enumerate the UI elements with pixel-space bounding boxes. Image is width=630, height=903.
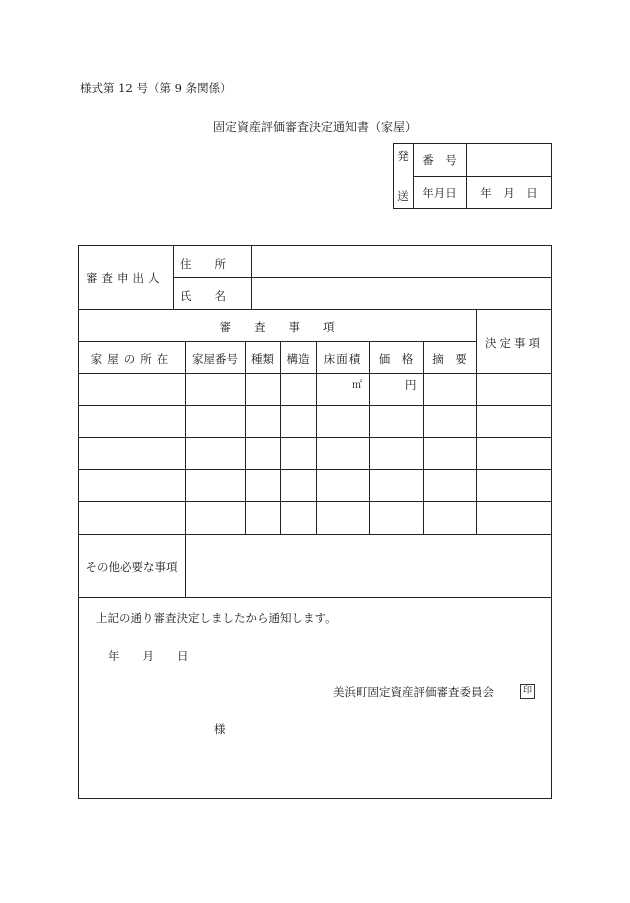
dispatch-char-1: 発: [397, 149, 409, 163]
seal-mark: 印: [520, 684, 535, 699]
col-header-location: 家屋の所在: [90, 352, 174, 366]
table-row[interactable]: [79, 438, 551, 469]
form-number: 様式第 12 号（第 9 条関係）: [80, 81, 232, 95]
other-matters-label: その他必要な事項: [85, 560, 178, 574]
table-row[interactable]: [79, 502, 551, 533]
dispatch-date-value[interactable]: 年 月 日: [480, 186, 538, 200]
dispatch-char-2: 送: [397, 189, 409, 203]
address-label: 住 所: [180, 257, 226, 271]
col-header-house-number: 家屋番号: [192, 352, 238, 366]
dispatch-date-label: 年月日: [422, 186, 457, 200]
applicant-label: [86, 270, 166, 286]
notice-message: 上記の通り審査決定しましたから通知します。: [96, 611, 337, 625]
decision-label: 決定事項: [485, 336, 543, 350]
col-header-remarks: 摘 要: [432, 352, 467, 366]
price-unit: 円: [405, 378, 417, 392]
col-header-structure: 構造: [286, 352, 310, 366]
table-row[interactable]: [79, 470, 551, 501]
area-unit: ㎡: [352, 380, 362, 391]
name-label: 氏 名: [180, 289, 226, 303]
table-row[interactable]: [79, 406, 551, 437]
col-header-price: 価 格: [378, 352, 414, 366]
col-header-type: 種類: [251, 352, 274, 366]
notice-date[interactable]: 年 月 日: [108, 649, 189, 663]
col-header-floor-area: 床面積: [323, 352, 362, 366]
dispatch-number-label: 番 号: [422, 153, 457, 167]
committee-name: 美浜町固定資産評価審査委員会: [333, 685, 494, 699]
document-title: 固定資産評価審査決定通知書（家屋）: [212, 120, 417, 134]
addressee-suffix: 様: [214, 722, 226, 736]
table-row[interactable]: [79, 374, 551, 405]
review-section-label: 審 査 事 項: [219, 320, 335, 334]
applicant-label-text: 審査申出人: [86, 271, 164, 285]
